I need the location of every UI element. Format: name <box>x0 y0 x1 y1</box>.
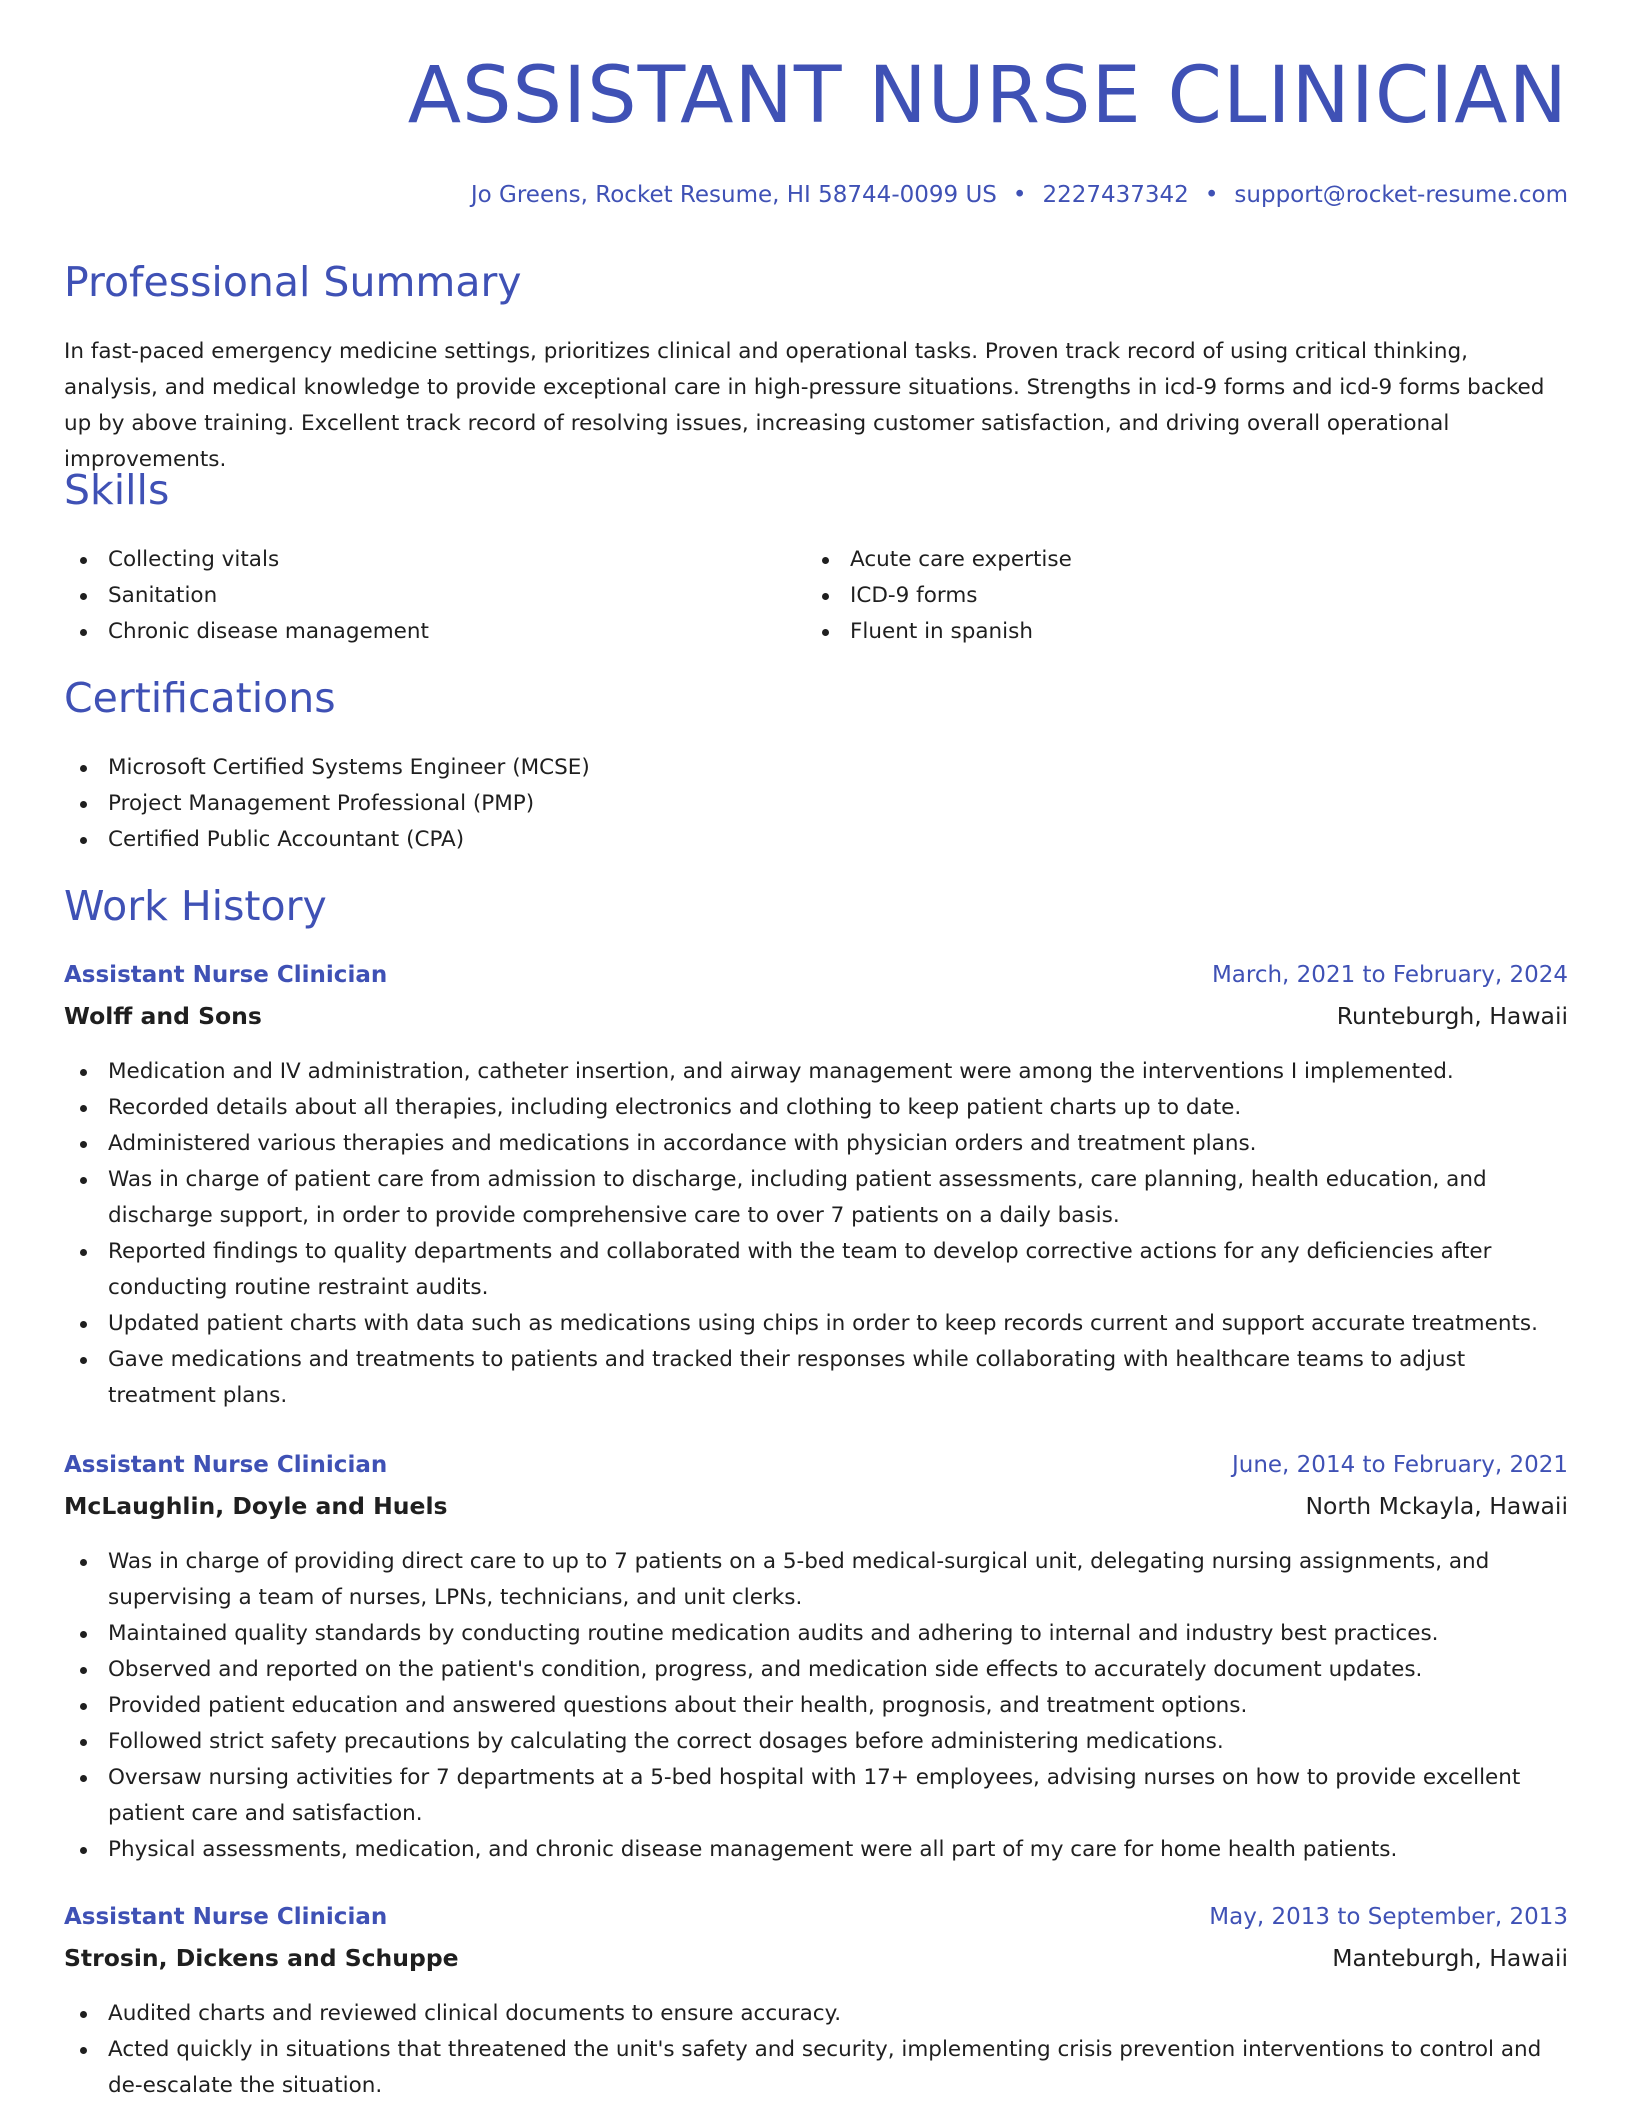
skill-item: Collecting vitals <box>64 542 804 578</box>
job-duty: Observed and reported on the patient's condition, progress, and medication side effects to accurately document updates. <box>64 1652 1568 1688</box>
certifications-list <box>64 750 1568 858</box>
job-duty: Provided patient education and answered questions about their health, prognosis, and treatment options. <box>64 1688 1568 1724</box>
job-duty: Oversaw nursing activities for 7 departments at a 5-bed hospital with 17+ employees, advising nurses on how to provide excellent patient care and satisfaction. <box>64 1760 1568 1832</box>
job-duty: Medication and IV administration, catheter insertion, and airway management were among the interventions I implemented. <box>64 1054 1568 1090</box>
job-dates: March, 2021 to February, 2024 <box>1211 962 1568 988</box>
job-title: Assistant Nurse Clinician <box>64 1452 388 1478</box>
job-entry <box>64 962 1568 1414</box>
job-title: Assistant Nurse Clinician <box>64 962 388 988</box>
summary-heading: Professional Summary <box>64 258 522 306</box>
job-location: Runteburgh, Hawaii <box>1336 1002 1568 1030</box>
contact-email: support@rocket-resume.com <box>1234 182 1568 208</box>
contact-separator: • <box>1204 182 1219 208</box>
job-company: McLaughlin, Doyle and Huels <box>64 1492 448 1520</box>
job-duty: Physical assessments, medication, and chronic disease management were all part of my care for home health patients. <box>64 1832 1568 1868</box>
skill-item: Fluent in spanish <box>806 614 1546 650</box>
job-location: North Mckayla, Hawaii <box>1305 1492 1568 1520</box>
skills-heading: Skills <box>64 466 170 514</box>
resume-title: ASSISTANT NURSE CLINICIAN <box>407 51 1568 141</box>
skill-item: ICD-9 forms <box>806 578 1546 614</box>
job-duty: Recorded details about all therapies, including electronics and clothing to keep patient charts up to date. <box>64 1090 1568 1126</box>
job-duty: Acted quickly in situations that threatened the unit's safety and security, implementing crisis prevention interventions to control and de-escalate the situation. <box>64 2032 1568 2104</box>
certification-item: Microsoft Certified Systems Engineer (MCSE) <box>64 750 1568 786</box>
job-duty: Maintained quality standards by conducting routine medication audits and adhering to internal and industry best practices. <box>64 1616 1568 1652</box>
job-duty: Audited charts and reviewed clinical documents to ensure accuracy. <box>64 1996 1568 2032</box>
job-duties-list <box>64 1996 1568 2104</box>
skills-list-right <box>806 542 1546 650</box>
job-duty: Administered various therapies and medications in accordance with physician orders and treatment plans. <box>64 1126 1568 1162</box>
contact-separator: • <box>1012 182 1027 208</box>
job-duties-list <box>64 1544 1568 1868</box>
job-location: Manteburgh, Hawaii <box>1332 1944 1568 1972</box>
certifications-heading: Certifications <box>64 674 336 722</box>
job-duty: Was in charge of providing direct care to up to 7 patients on a 5-bed medical-surgical unit, delegating nursing assignments, and supervising a team of nurses, LPNs, technicians, and unit clerks. <box>64 1544 1568 1616</box>
job-duty: Updated patient charts with data such as medications using chips in order to keep records current and support accurate treatments. <box>64 1306 1568 1342</box>
job-company: Wolff and Sons <box>64 1002 262 1030</box>
contact-phone: 2227437342 <box>1042 182 1189 208</box>
job-duty: Reported findings to quality departments and collaborated with the team to develop corrective actions for any deficiencies after conducting routine restraint audits. <box>64 1234 1568 1306</box>
skill-item: Acute care expertise <box>806 542 1546 578</box>
job-duty: Was in charge of patient care from admission to discharge, including patient assessments, care planning, health education, and discharge support, in order to provide comprehensive care to over 7 patients on a daily basis. <box>64 1162 1568 1234</box>
skills-list-left <box>64 542 804 650</box>
skill-item: Chronic disease management <box>64 614 804 650</box>
contact-line <box>471 182 1568 208</box>
certification-item: Certified Public Accountant (CPA) <box>64 822 1568 858</box>
job-company: Strosin, Dickens and Schuppe <box>64 1944 459 1972</box>
contact-address: Jo Greens, Rocket Resume, HI 58744-0099 US <box>470 182 997 208</box>
certification-item: Project Management Professional (PMP) <box>64 786 1568 822</box>
job-duty: Gave medications and treatments to patients and tracked their responses while collaborating with healthcare teams to adjust treatment plans. <box>64 1342 1568 1414</box>
skill-item: Sanitation <box>64 578 804 614</box>
work-history-heading: Work History <box>64 882 327 930</box>
summary-text: In fast-paced emergency medicine settings, prioritizes clinical and operational tasks. Proven track record of using critical thinking, analysis, and medical knowledge to provide exceptional care in high-pressure situations. Strengths in icd-9 forms and icd-9 forms backed up by above training. Excellent track record of resolving issues, increasing customer satisfaction, and driving overall operational improvements. <box>64 339 1545 472</box>
job-dates: June, 2014 to February, 2021 <box>1231 1452 1568 1478</box>
job-duty: Followed strict safety precautions by calculating the correct dosages before administering medications. <box>64 1724 1568 1760</box>
job-dates: May, 2013 to September, 2013 <box>1209 1904 1568 1930</box>
job-duties-list <box>64 1054 1568 1414</box>
job-entry <box>64 1904 1568 2104</box>
job-entry <box>64 1452 1568 1868</box>
job-title: Assistant Nurse Clinician <box>64 1904 388 1930</box>
